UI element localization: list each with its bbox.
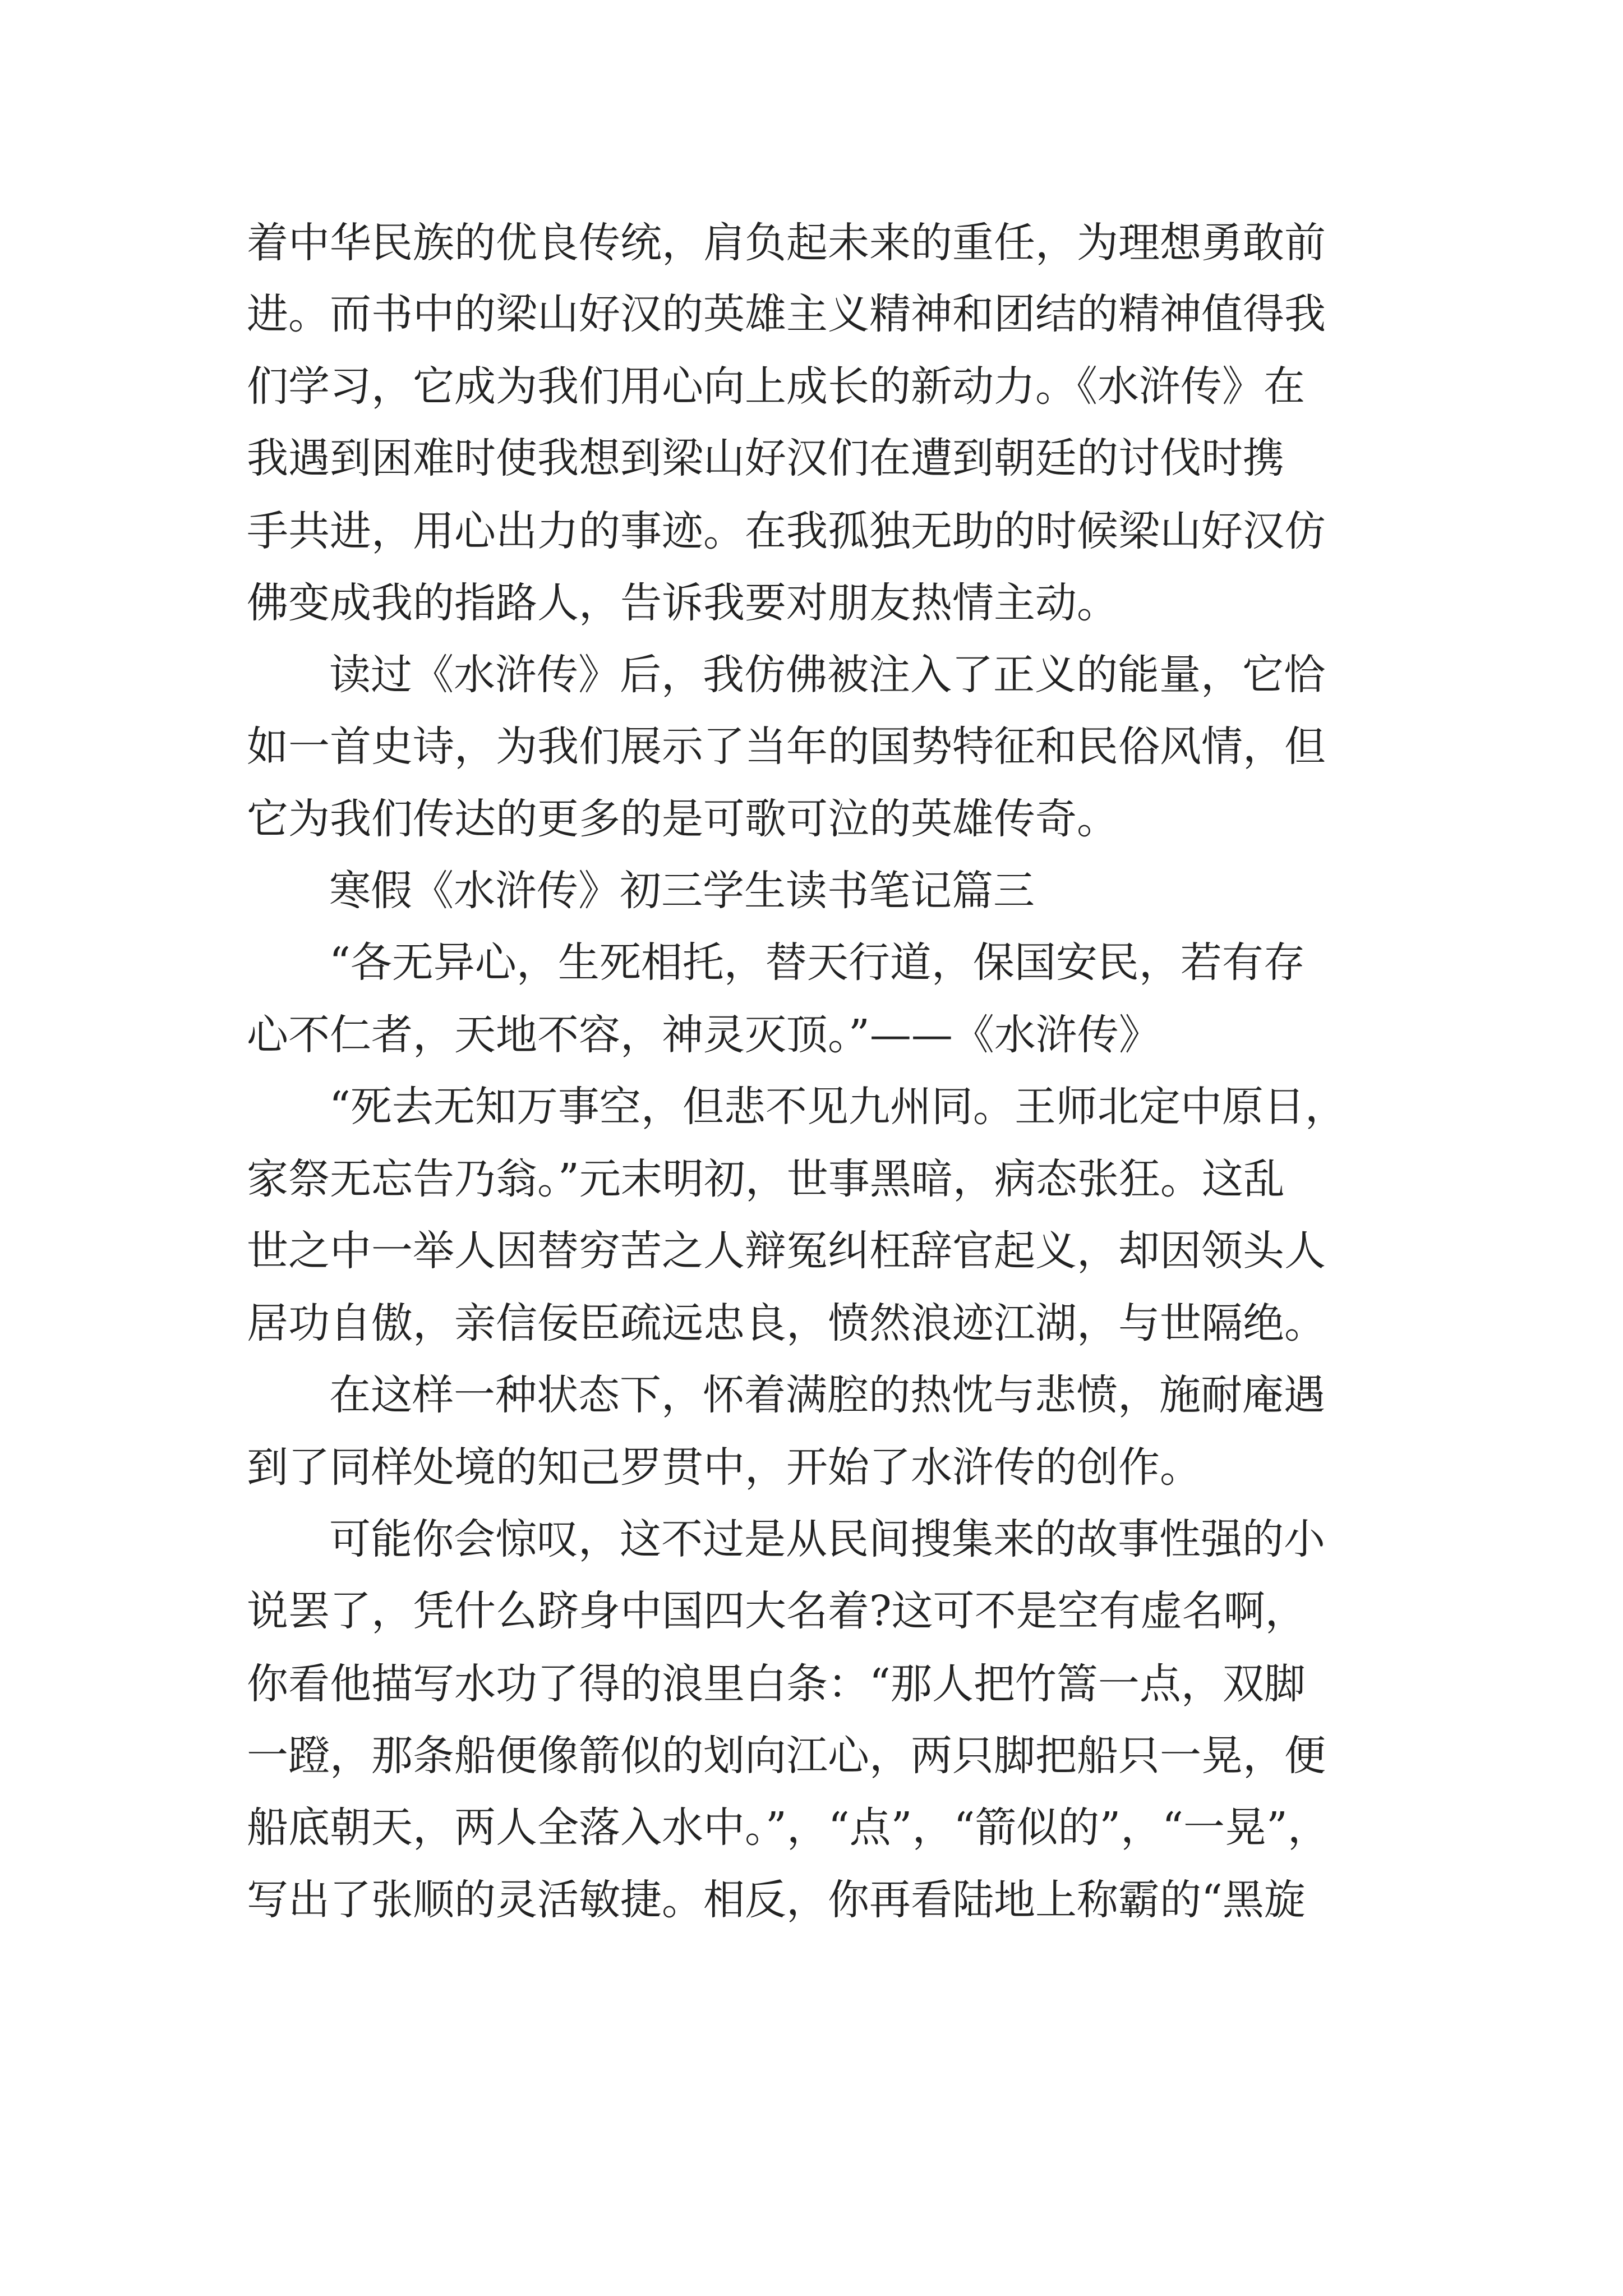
text-line: 到了同样处境的知己罗贯中，开始了水浒传的创作。	[247, 1443, 1201, 1492]
text-line: 读过《水浒传》后，我仿佛被注入了正义的能量，它恰	[329, 651, 1325, 699]
text-line: 它为我们传达的更多的是可歌可泣的英雄传奇。	[247, 795, 1118, 843]
text-line: 心不仁者，天地不容，神灵灭顶。”——《水浒传》	[247, 1011, 1160, 1059]
text-line: 我遇到困难时使我想到梁山好汉们在遭到朝廷的讨伐时携	[247, 434, 1284, 482]
text-line: 在这样一种状态下，怀着满腔的热忱与悲愤，施耐庵遇	[329, 1371, 1325, 1419]
text-line: 说罢了，凭什么跻身中国四大名着?这可不是空有虚名啊，	[247, 1587, 1307, 1635]
text-line: 你看他描写水功了得的浪里白条：“那人把竹篙一点，双脚	[247, 1660, 1306, 1708]
text-line: 佛变成我的指路人，告诉我要对朋友热情主动。	[247, 579, 1118, 627]
text-line: 们学习，它成为我们用心向上成长的新动力。《水浒传》在	[247, 362, 1305, 411]
text-line: 手共进，用心出力的事迹。在我孤独无助的时候梁山好汉仿	[247, 507, 1326, 555]
text-line: 可能你会惊叹，这不过是从民间搜集来的故事性强的小	[329, 1515, 1325, 1563]
text-line: “死去无知万事空，但悲不见九州同。王师北定中原日，	[329, 1083, 1347, 1131]
text-line: 写出了张顺的灵活敏捷。相反，你再看陆地上称霸的“黑旋	[247, 1876, 1306, 1924]
text-line: 世之中一举人因替穷苦之人辩冤纠枉辞官起义，却因领头人	[247, 1227, 1326, 1275]
text-line: “各无异心，生死相托，替天行道，保国安民，若有存	[329, 938, 1305, 987]
text-line: 一蹬，那条船便像箭似的划向江心，两只脚把船只一晃，便	[247, 1732, 1326, 1780]
text-line: 着中华民族的优良传统，肩负起未来的重任，为理想勇敢前	[247, 219, 1326, 267]
text-line: 船底朝天，两人全落入水中。”，“点”，“箭似的”，“一晃”，	[247, 1803, 1329, 1852]
section-heading: 寒假《水浒传》初三学生读书笔记篇三	[329, 867, 1035, 915]
text-line: 如一首史诗，为我们展示了当年的国势特征和民俗风情，但	[247, 723, 1326, 771]
text-line: 进。而书中的梁山好汉的英雄主义精神和团结的精神值得我	[247, 290, 1326, 338]
text-line: 居功自傲，亲信佞臣疏远忠良，愤然浪迹江湖，与世隔绝。	[247, 1299, 1326, 1347]
text-line: 家祭无忘告乃翁。”元末明初，世事黑暗，病态张狂。这乱	[247, 1155, 1285, 1203]
